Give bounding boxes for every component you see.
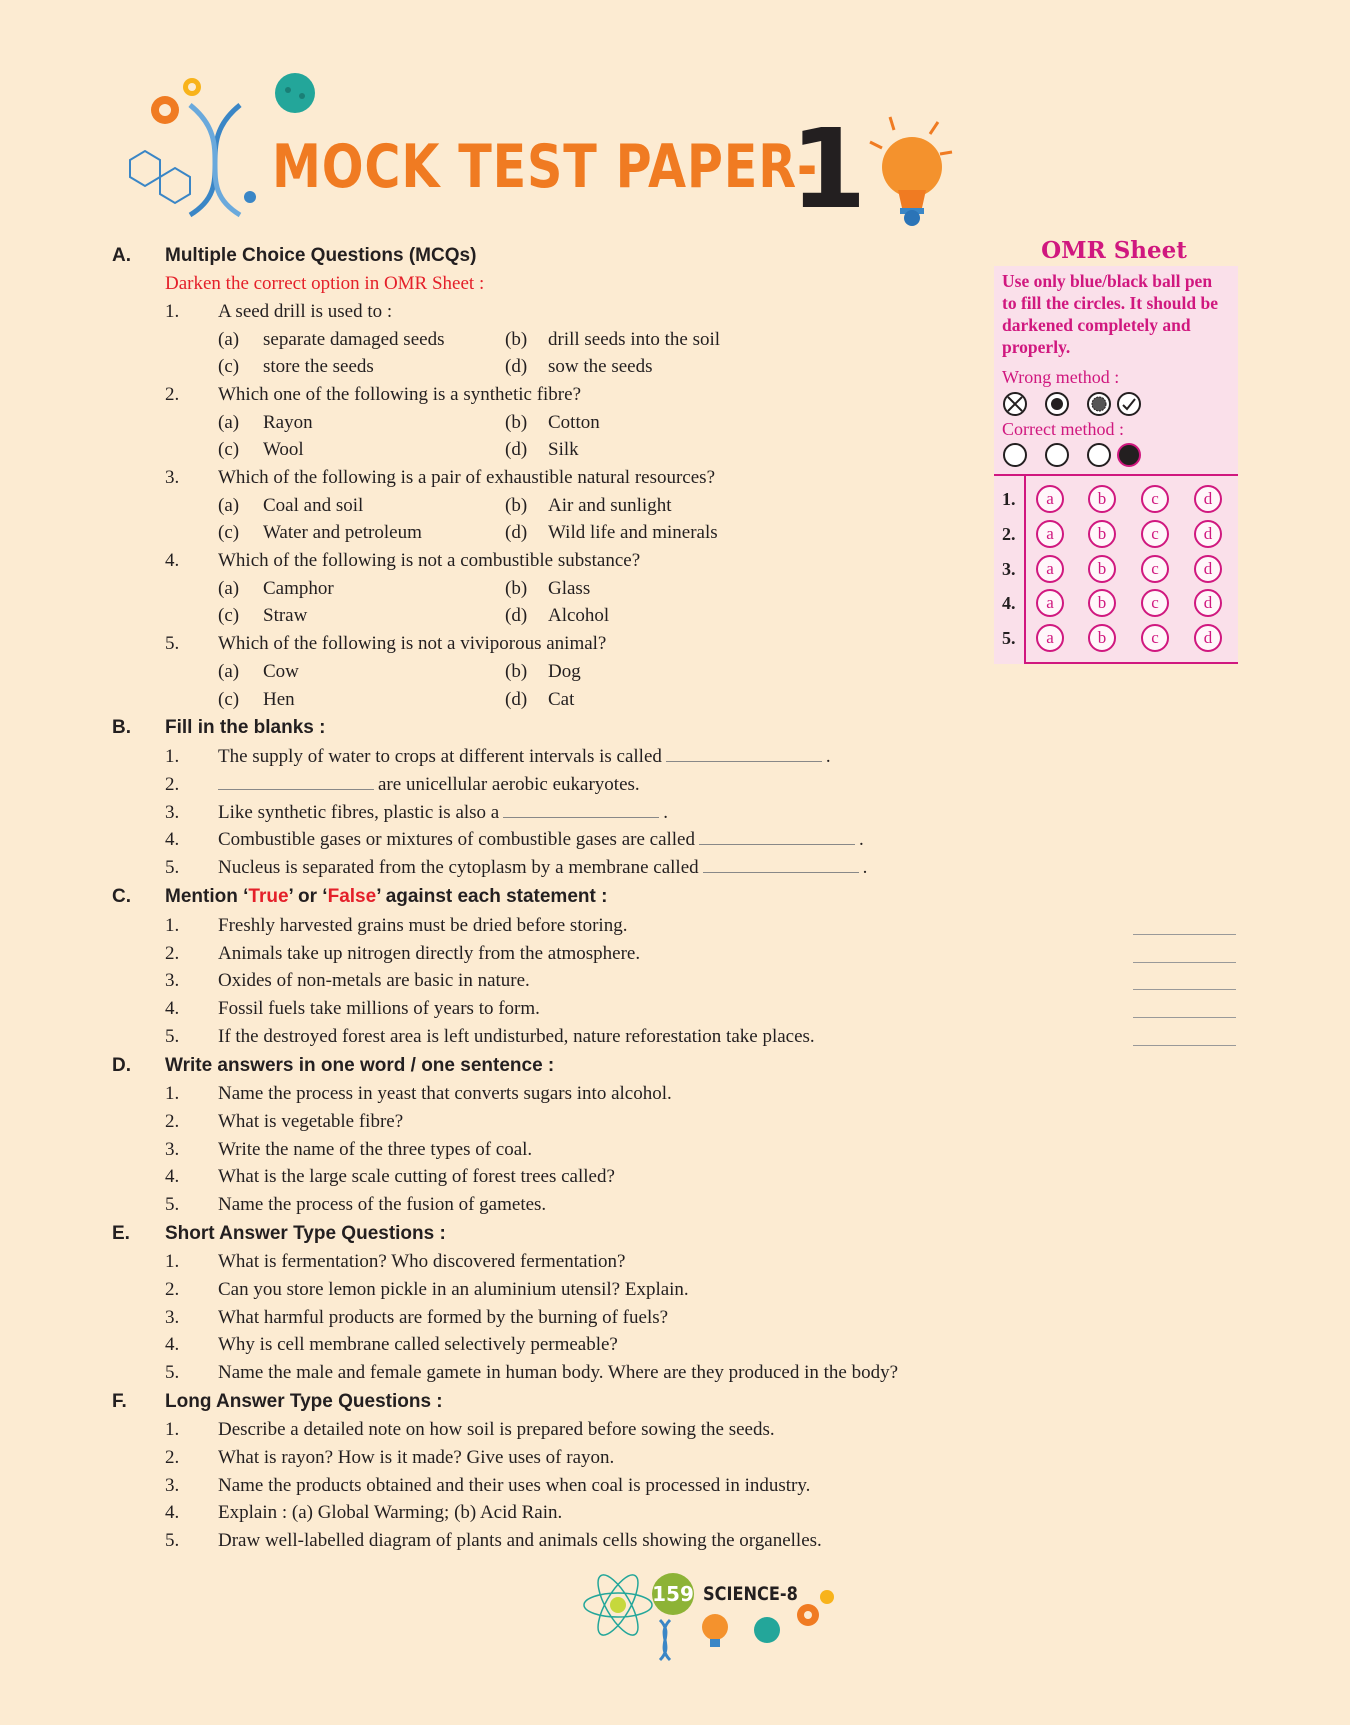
question-text: Which one of the following is a synthetic fibre? (218, 384, 582, 405)
page-number: 159 (652, 1573, 694, 1615)
option-text: Cow (263, 661, 299, 682)
option-label: (d) (505, 522, 528, 543)
question-number: 4. (165, 829, 180, 850)
omr-bubble[interactable]: b (1088, 485, 1116, 513)
hexagon-molecule-icon (130, 151, 190, 203)
correct-method-label: Correct method : (1002, 419, 1124, 439)
question-text: Explain : (a) Global Warming; (b) Acid Rain. (218, 1502, 563, 1523)
option-label: (b) (505, 329, 528, 350)
crossed-circle-icon (1004, 393, 1026, 415)
scribbled-circle-icon (1088, 393, 1110, 415)
omr-divider (1024, 662, 1238, 664)
question-number: 3. (165, 802, 180, 823)
option-text: sow the seeds (548, 356, 653, 377)
option-text: Cotton (548, 412, 600, 433)
virus-icon (275, 73, 315, 113)
question-number: 3. (165, 1139, 180, 1160)
answer-blank[interactable] (699, 830, 855, 845)
section-letter: C. (112, 886, 131, 907)
answer-line[interactable] (1133, 1017, 1236, 1018)
question-number: 5. (165, 1530, 180, 1551)
option-text: Camphor (263, 578, 334, 599)
answer-line[interactable] (1133, 989, 1236, 990)
option-label: (b) (505, 661, 528, 682)
omr-bubble[interactable]: a (1036, 485, 1064, 513)
omr-divider (1024, 474, 1026, 664)
section-title: Multiple Choice Questions (MCQs) (165, 245, 477, 266)
question-number: 4. (165, 1502, 180, 1523)
gear-icon (183, 78, 201, 96)
omr-title: OMR Sheet (1041, 237, 1187, 264)
omr-bubble[interactable]: b (1088, 555, 1116, 583)
option-text: Air and sunlight (548, 495, 672, 516)
question-text: What is the large scale cutting of forest trees called? (218, 1166, 615, 1187)
page-title: MOCK TEST PAPER- (272, 132, 819, 202)
question-number: 1. (165, 301, 180, 322)
filled-circle-icon (1118, 444, 1140, 466)
question-number: 1. (165, 915, 180, 936)
empty-circle-icon (1046, 444, 1068, 466)
question-text: Write the name of the three types of coal. (218, 1139, 533, 1160)
section-letter: B. (112, 717, 131, 738)
question-number: 3. (165, 1307, 180, 1328)
omr-bubble[interactable]: c (1141, 589, 1169, 617)
footer-illustration (580, 1565, 840, 1665)
section-title: Mention ‘True’ or ‘False’ against each statement : (165, 886, 608, 907)
option-label: (c) (218, 522, 240, 543)
option-label: (c) (218, 356, 240, 377)
option-text: Wild life and minerals (548, 522, 718, 543)
question-number: 2. (165, 1111, 180, 1132)
statement-text: Oxides of non-metals are basic in nature. (218, 970, 530, 991)
fill-question: are unicellular aerobic eukaryotes. (218, 774, 640, 796)
option-text: Silk (548, 439, 579, 460)
question-text: What harmful products are formed by the burning of fuels? (218, 1307, 669, 1328)
question-text: Name the products obtained and their uses when coal is processed in industry. (218, 1475, 811, 1496)
question-text: Draw well-labelled diagram of plants and animals cells showing the organelles. (218, 1530, 822, 1551)
question-number: 4. (165, 998, 180, 1019)
question-number: 2. (165, 384, 180, 405)
question-number: 4. (165, 1334, 180, 1355)
option-label: (a) (218, 578, 240, 599)
footer-subject: SCIENCE-8 (703, 1583, 798, 1605)
gear-icon (797, 1590, 834, 1626)
question-text: Name the process of the fusion of gametes. (218, 1194, 547, 1215)
question-text: Which of the following is a pair of exhaustible natural resources? (218, 467, 715, 488)
question-number: 1. (165, 1251, 180, 1272)
omr-row-number: 5. (1002, 628, 1016, 648)
gear-icon (151, 96, 179, 124)
option-label: (b) (505, 578, 528, 599)
option-text: Hen (263, 689, 295, 710)
question-number: 5. (165, 1026, 180, 1047)
option-label: (a) (218, 495, 240, 516)
fill-question: Nucleus is separated from the cytoplasm by a membrane called . (218, 857, 868, 878)
option-label: (c) (218, 689, 240, 710)
statement-text: If the destroyed forest area is left undisturbed, nature reforestation take places. (218, 1026, 815, 1047)
question-text: Name the process in yeast that converts sugars into alcohol. (218, 1083, 672, 1104)
question-number: 5. (165, 1362, 180, 1383)
omr-divider (994, 474, 1238, 476)
option-label: (c) (218, 605, 240, 626)
omr-bubble[interactable]: d (1194, 624, 1222, 652)
dna-icon (660, 1620, 670, 1660)
omr-bubble[interactable]: a (1036, 624, 1064, 652)
option-text: separate damaged seeds (263, 329, 445, 350)
lightbulb-icon (702, 1614, 728, 1647)
section-title: Short Answer Type Questions : (165, 1223, 446, 1244)
statement-text: Freshly harvested grains must be dried before storing. (218, 915, 628, 936)
option-label: (d) (505, 356, 528, 377)
correct-method-examples (1002, 442, 1142, 468)
omr-bubble[interactable]: d (1194, 555, 1222, 583)
question-text: What is fermentation? Who discovered fermentation? (218, 1251, 626, 1272)
answer-line[interactable] (1133, 1045, 1236, 1046)
option-text: Coal and soil (263, 495, 364, 516)
question-text: What is vegetable fibre? (218, 1111, 404, 1132)
atom-icon (584, 1570, 652, 1641)
option-label: (d) (505, 439, 528, 460)
question-number: 3. (165, 1475, 180, 1496)
question-number: 4. (165, 1166, 180, 1187)
fill-question: The supply of water to crops at different intervals is called . (218, 746, 831, 767)
omr-row-number: 4. (1002, 593, 1016, 613)
section-title: Long Answer Type Questions : (165, 1391, 443, 1412)
fill-question: Combustible gases or mixtures of combustible gases are called . (218, 829, 864, 850)
omr-bubble[interactable]: b (1088, 589, 1116, 617)
omr-bubble[interactable]: c (1141, 520, 1169, 548)
question-number: 2. (165, 1447, 180, 1468)
question-number: 2. (165, 1279, 180, 1300)
question-number: 5. (165, 633, 180, 654)
section-title: Write answers in one word / one sentence : (165, 1055, 555, 1076)
omr-bubble[interactable]: c (1141, 485, 1169, 513)
omr-bubble[interactable]: d (1194, 485, 1222, 513)
empty-circle-icon (1088, 444, 1110, 466)
statement-text: Animals take up nitrogen directly from the atmosphere. (218, 943, 641, 964)
question-number: 1. (165, 746, 180, 767)
option-label: (d) (505, 689, 528, 710)
omr-row-number: 1. (1002, 489, 1016, 509)
omr-bubble[interactable]: c (1141, 624, 1169, 652)
tick-circle-icon (1118, 393, 1140, 415)
answer-blank[interactable] (666, 747, 822, 762)
option-label: (d) (505, 605, 528, 626)
option-text: Alcohol (548, 605, 610, 626)
question-text: What is rayon? How is it made? Give uses of rayon. (218, 1447, 615, 1468)
question-number: 2. (165, 943, 180, 964)
option-label: (a) (218, 412, 240, 433)
question-number: 5. (165, 857, 180, 878)
question-number: 5. (165, 1194, 180, 1215)
omr-instruction: Use only blue/black ball pen to fill the circles. It should be darkened completely and properly. (1002, 271, 1218, 357)
option-text: Dog (548, 661, 581, 682)
option-text: Cat (548, 689, 575, 710)
omr-row-number: 3. (1002, 559, 1016, 579)
section-letter: F. (112, 1391, 127, 1412)
dna-icon (190, 105, 240, 215)
option-label: (c) (218, 439, 240, 460)
omr-bubble[interactable]: a (1036, 555, 1064, 583)
omr-bubble[interactable]: b (1088, 520, 1116, 548)
wrong-method-examples (1002, 391, 1142, 417)
omr-bubble[interactable]: d (1194, 589, 1222, 617)
question-text: Describe a detailed note on how soil is prepared before sowing the seeds. (218, 1419, 775, 1440)
option-label: (b) (505, 412, 528, 433)
question-text: Name the male and female gamete in human body. Where are they produced in the body? (218, 1362, 899, 1383)
option-text: Straw (263, 605, 308, 626)
answer-line[interactable] (1133, 962, 1236, 963)
question-text: Why is cell membrane called selectively permeable? (218, 1334, 618, 1355)
question-number: 3. (165, 467, 180, 488)
option-text: store the seeds (263, 356, 374, 377)
section-instruction: Darken the correct option in OMR Sheet : (165, 273, 485, 294)
section-letter: D. (112, 1055, 131, 1076)
section-title: Fill in the blanks : (165, 717, 326, 738)
option-text: drill seeds into the soil (548, 329, 721, 350)
option-text: Wool (263, 439, 304, 460)
option-label: (a) (218, 661, 240, 682)
question-text: Which of the following is not a viviporous animal? (218, 633, 607, 654)
question-text: Which of the following is not a combustible substance? (218, 550, 641, 571)
omr-bubble[interactable]: b (1088, 624, 1116, 652)
omr-bubble[interactable]: c (1141, 555, 1169, 583)
omr-bubble[interactable]: a (1036, 589, 1064, 617)
omr-bubble[interactable]: d (1194, 520, 1222, 548)
answer-blank[interactable] (218, 775, 374, 790)
option-text: Water and petroleum (263, 522, 422, 543)
option-text: Glass (548, 578, 591, 599)
question-number: 2. (165, 774, 180, 795)
option-label: (a) (218, 329, 240, 350)
question-number: 4. (165, 550, 180, 571)
page-title-number: 1 (790, 105, 867, 233)
wrong-method-label: Wrong method : (1002, 367, 1120, 387)
fill-question: Like synthetic fibres, plastic is also a . (218, 802, 668, 823)
dot-circle-icon (1046, 393, 1068, 415)
statement-text: Fossil fuels take millions of years to form. (218, 998, 540, 1019)
lightbulb-icon (860, 112, 955, 232)
question-text: Can you store lemon pickle in an aluminium utensil? Explain. (218, 1279, 689, 1300)
answer-blank[interactable] (703, 858, 859, 873)
answer-blank[interactable] (503, 803, 659, 818)
option-text: Rayon (263, 412, 313, 433)
omr-row-number: 2. (1002, 524, 1016, 544)
question-number: 1. (165, 1419, 180, 1440)
section-letter: A. (112, 245, 131, 266)
empty-circle-icon (1004, 444, 1026, 466)
question-text: A seed drill is used to : (218, 301, 393, 322)
option-label: (b) (505, 495, 528, 516)
virus-icon (754, 1617, 780, 1643)
omr-bubble[interactable]: a (1036, 520, 1064, 548)
question-number: 1. (165, 1083, 180, 1104)
section-letter: E. (112, 1223, 130, 1244)
answer-line[interactable] (1133, 934, 1236, 935)
question-number: 3. (165, 970, 180, 991)
